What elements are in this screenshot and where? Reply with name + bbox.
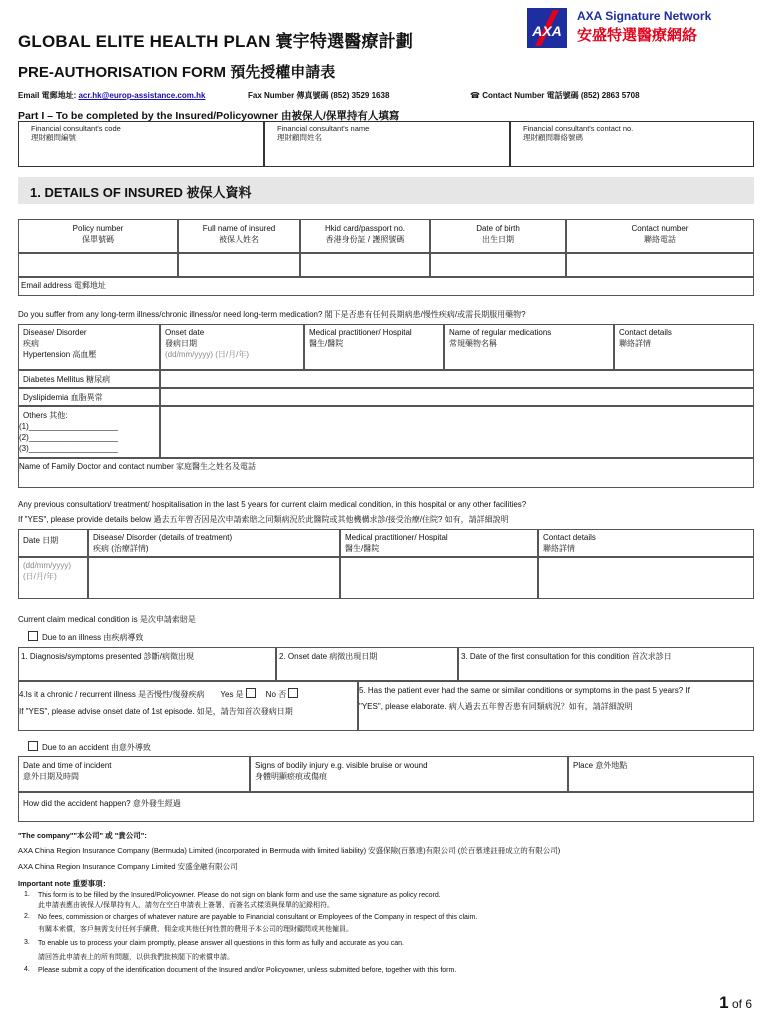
col-full-name: Full name of insured 被保人姓名	[178, 219, 300, 253]
full-name-input[interactable]	[178, 253, 300, 277]
note-number: 2.	[24, 913, 30, 920]
previous-question-2: If "YES", please provide details below 過去五年曾否因是次申請索賠之同類病況於此醫院或其他機構求診/接受治療/住院? 如有，請詳細說明	[18, 515, 509, 524]
axa-logo	[527, 8, 567, 48]
prev-mp-header: Medical practitioner/ Hospital 醫生/醫院	[340, 529, 538, 557]
note-number: 3.	[24, 939, 30, 946]
accident-checkbox[interactable]	[28, 741, 38, 751]
dyslipidemia-label: Dyslipidemia 血脂異常	[18, 388, 160, 406]
email-address-field[interactable]: Email address 電郵地址	[18, 277, 754, 296]
injury-signs-field[interactable]: Signs of bodily injury e.g. visible bruise or wound 身體明顯瘀痕或傷痕	[250, 756, 568, 792]
email-link[interactable]: acr.hk@europ-assistance.com.hk	[78, 91, 206, 100]
email-line: Email 電郵地址: acr.hk@europ-assistance.com.hk	[18, 91, 206, 100]
svg-text:AXA: AXA	[532, 23, 562, 39]
prev-cd-header: Contact details 聯絡詳情	[538, 529, 754, 557]
col-policy-number: Policy number 保單號碼	[18, 219, 178, 253]
company-definition: "The company""本公司" 或 "貴公司":	[18, 831, 147, 840]
page-indicator: 1 of 6	[719, 993, 752, 1012]
others-label: Others 其他: (1)____________________ (2)____________________ (3)____________________	[18, 406, 160, 458]
policy-number-input[interactable]	[18, 253, 178, 277]
form-title: GLOBAL ELITE HEALTH PLAN 寰宇特選醫療計劃	[18, 32, 414, 51]
prev-cd-input[interactable]	[538, 557, 754, 599]
mp-header: Medical practitioner/ Hospital 醫生/醫院	[304, 324, 444, 370]
company-2: AXA China Region Insurance Company Limited 安盛金融有限公司	[18, 862, 238, 871]
onset-header: Onset date 發病日期 (dd/mm/yyyy) (日/月/年)	[160, 324, 304, 370]
disease-header: Disease/ Disorder 疾病 Hypertension 高血壓	[18, 324, 160, 370]
note-3-cn: 請回答此申請表上的所有問題，以供我們批核閣下的索償申請。	[38, 954, 234, 961]
note-number: 1.	[24, 891, 30, 898]
hypertension-label: Hypertension 高血壓	[23, 350, 97, 359]
prev-date-input[interactable]: (dd/mm/yyyy) (日/月/年)	[18, 557, 88, 599]
note-number: 4.	[24, 966, 30, 973]
prev-disease-header: Disease/ Disorder (details of treatment) 疾病 (治療詳情)	[88, 529, 340, 557]
diagnosis-field[interactable]: 1. Diagnosis/symptoms presented 診斷/病徵出現	[18, 647, 276, 681]
accident-how-field[interactable]: How did the accident happen? 意外發生經過	[18, 792, 754, 822]
prev-mp-input[interactable]	[340, 557, 538, 599]
prev-disease-input[interactable]	[88, 557, 340, 599]
contact-input[interactable]	[566, 253, 754, 277]
accident-option[interactable]: Due to an accident 由意外導致	[28, 741, 151, 753]
note-1-cn: 此申請表應由被保人/保單持有人，請勿在空白申請表上簽署，而簽名式樣須與保單的記錄相符。	[38, 902, 334, 909]
contact-number: ☎ Contact Number 電話號碼 (852) 2863 5708	[470, 91, 640, 100]
prev-date-header: Date 日期	[18, 529, 88, 557]
yes-checkbox[interactable]	[246, 688, 256, 698]
illness-option[interactable]: Due to an illness 由疾病導致	[28, 631, 143, 643]
col-contact: Contact number 聯絡電話	[566, 219, 754, 253]
hkid-input[interactable]	[300, 253, 430, 277]
fc-contact-field[interactable]: Financial consultant's contact no. 理財顧問聯絡號碼	[510, 121, 754, 167]
note-3-en: To enable us to process your claim promptly, please answer all questions in this form as fully and accurate as you can.	[38, 940, 404, 947]
first-consult-field[interactable]: 3. Date of the first consultation for this condition 首次求診日	[458, 647, 754, 681]
illness-checkbox[interactable]	[28, 631, 38, 641]
no-checkbox[interactable]	[288, 688, 298, 698]
chronic-recurrent-field[interactable]: 4.Is it a chronic / recurrent illness 是否慢性/復發疾病 Yes 是 No 否 If "YES", please advise onset date of 1st episode. 如是，請告知首次發病日期	[18, 681, 358, 731]
note-2-en: No fees, commission or charges of whatever nature are payable to Financial consultant or Employees of the Company in respect of this claim.	[38, 914, 478, 921]
col-hkid: Hkid card/passport no. 香港身份証 / 護照號碼	[300, 219, 430, 253]
company-1: AXA China Region Insurance Company (Bermuda) Limited (incorporated in Bermuda with limited liability) 安盛保險(百慕達)有限公司 (於百慕達註冊成立的有限公司)	[18, 846, 561, 855]
network-name-en: AXA Signature Network	[577, 9, 712, 23]
part1-heading: Part I – To be completed by the Insured/Policyowner 由被保人/保單持有人填寫	[18, 110, 400, 122]
diabetes-label: Diabetes Mellitus 糖尿病	[18, 370, 160, 388]
network-name-cn: 安盛特選醫療網絡	[577, 27, 698, 44]
note-1-en: This form is to be filled by the Insured/Policyowner. Please do not sign on blank form and use the same signature as policy record.	[38, 892, 441, 899]
med-header: Name of regular medications 常規藥物名稱	[444, 324, 614, 370]
fax-number: Fax Number 傳真號碼 (852) 3529 1638	[248, 91, 390, 100]
cd-header: Contact details 聯絡詳情	[614, 324, 754, 370]
previous-question: Any previous consultation/ treatment/ hospitalisation in the last 5 years for current claim medical condition, in this hospital or any other facilities?	[18, 500, 527, 509]
dyslipidemia-row[interactable]	[160, 388, 754, 406]
onset-date-field[interactable]: 2. Onset date 病徵出現日期	[276, 647, 458, 681]
family-doctor-field[interactable]: Name of Family Doctor and contact number 家庭醫生之姓名及電話	[18, 458, 754, 488]
others-row[interactable]	[160, 406, 754, 458]
important-note-heading: Important note 重要事項：	[18, 879, 111, 888]
col-dob: Date of birth 出生日期	[430, 219, 566, 253]
chronic-question: Do you suffer from any long-term illness/chronic illness/or need long-term medication? 閣下是否患有任何長期病患/慢性疾病/或需長期服用藥物?	[18, 310, 526, 319]
fc-code-field[interactable]: Financial consultant's code 理財顧問編號	[18, 121, 264, 167]
past-condition-field[interactable]: 5. Has the patient ever had the same or similar conditions or symptoms in the past 5 years? If "YES", please elaborate. 病人過去五年曾否患有同類病況？如有，請詳細說明	[358, 681, 754, 731]
current-claim-label: Current claim medical condition is 是次申請索賠是	[18, 615, 196, 624]
diabetes-row[interactable]	[160, 370, 754, 388]
phone-icon: ☎	[470, 91, 483, 100]
note-4-en: Please submit a copy of the identification document of the Insured and/or Policyowner, unless submitted before, together with this form.	[38, 967, 457, 974]
form-subtitle: PRE-AUTHORISATION FORM 預先授權申請表	[18, 64, 336, 81]
note-2-cn: 有關本索償，客戶無需支付任何手續費、佣金或其他任何性質的費用予本公司的理財顧問或其他僱員。	[38, 926, 353, 933]
accident-place-field[interactable]: Place 意外地點	[568, 756, 754, 792]
incident-datetime-field[interactable]: Date and time of incident 意外日期及時間	[18, 756, 250, 792]
section1-title: 1. DETAILS OF INSURED 被保人資料	[18, 177, 754, 204]
dob-input[interactable]	[430, 253, 566, 277]
fc-name-field[interactable]: Financial consultant's name 理財顧問姓名	[264, 121, 510, 167]
